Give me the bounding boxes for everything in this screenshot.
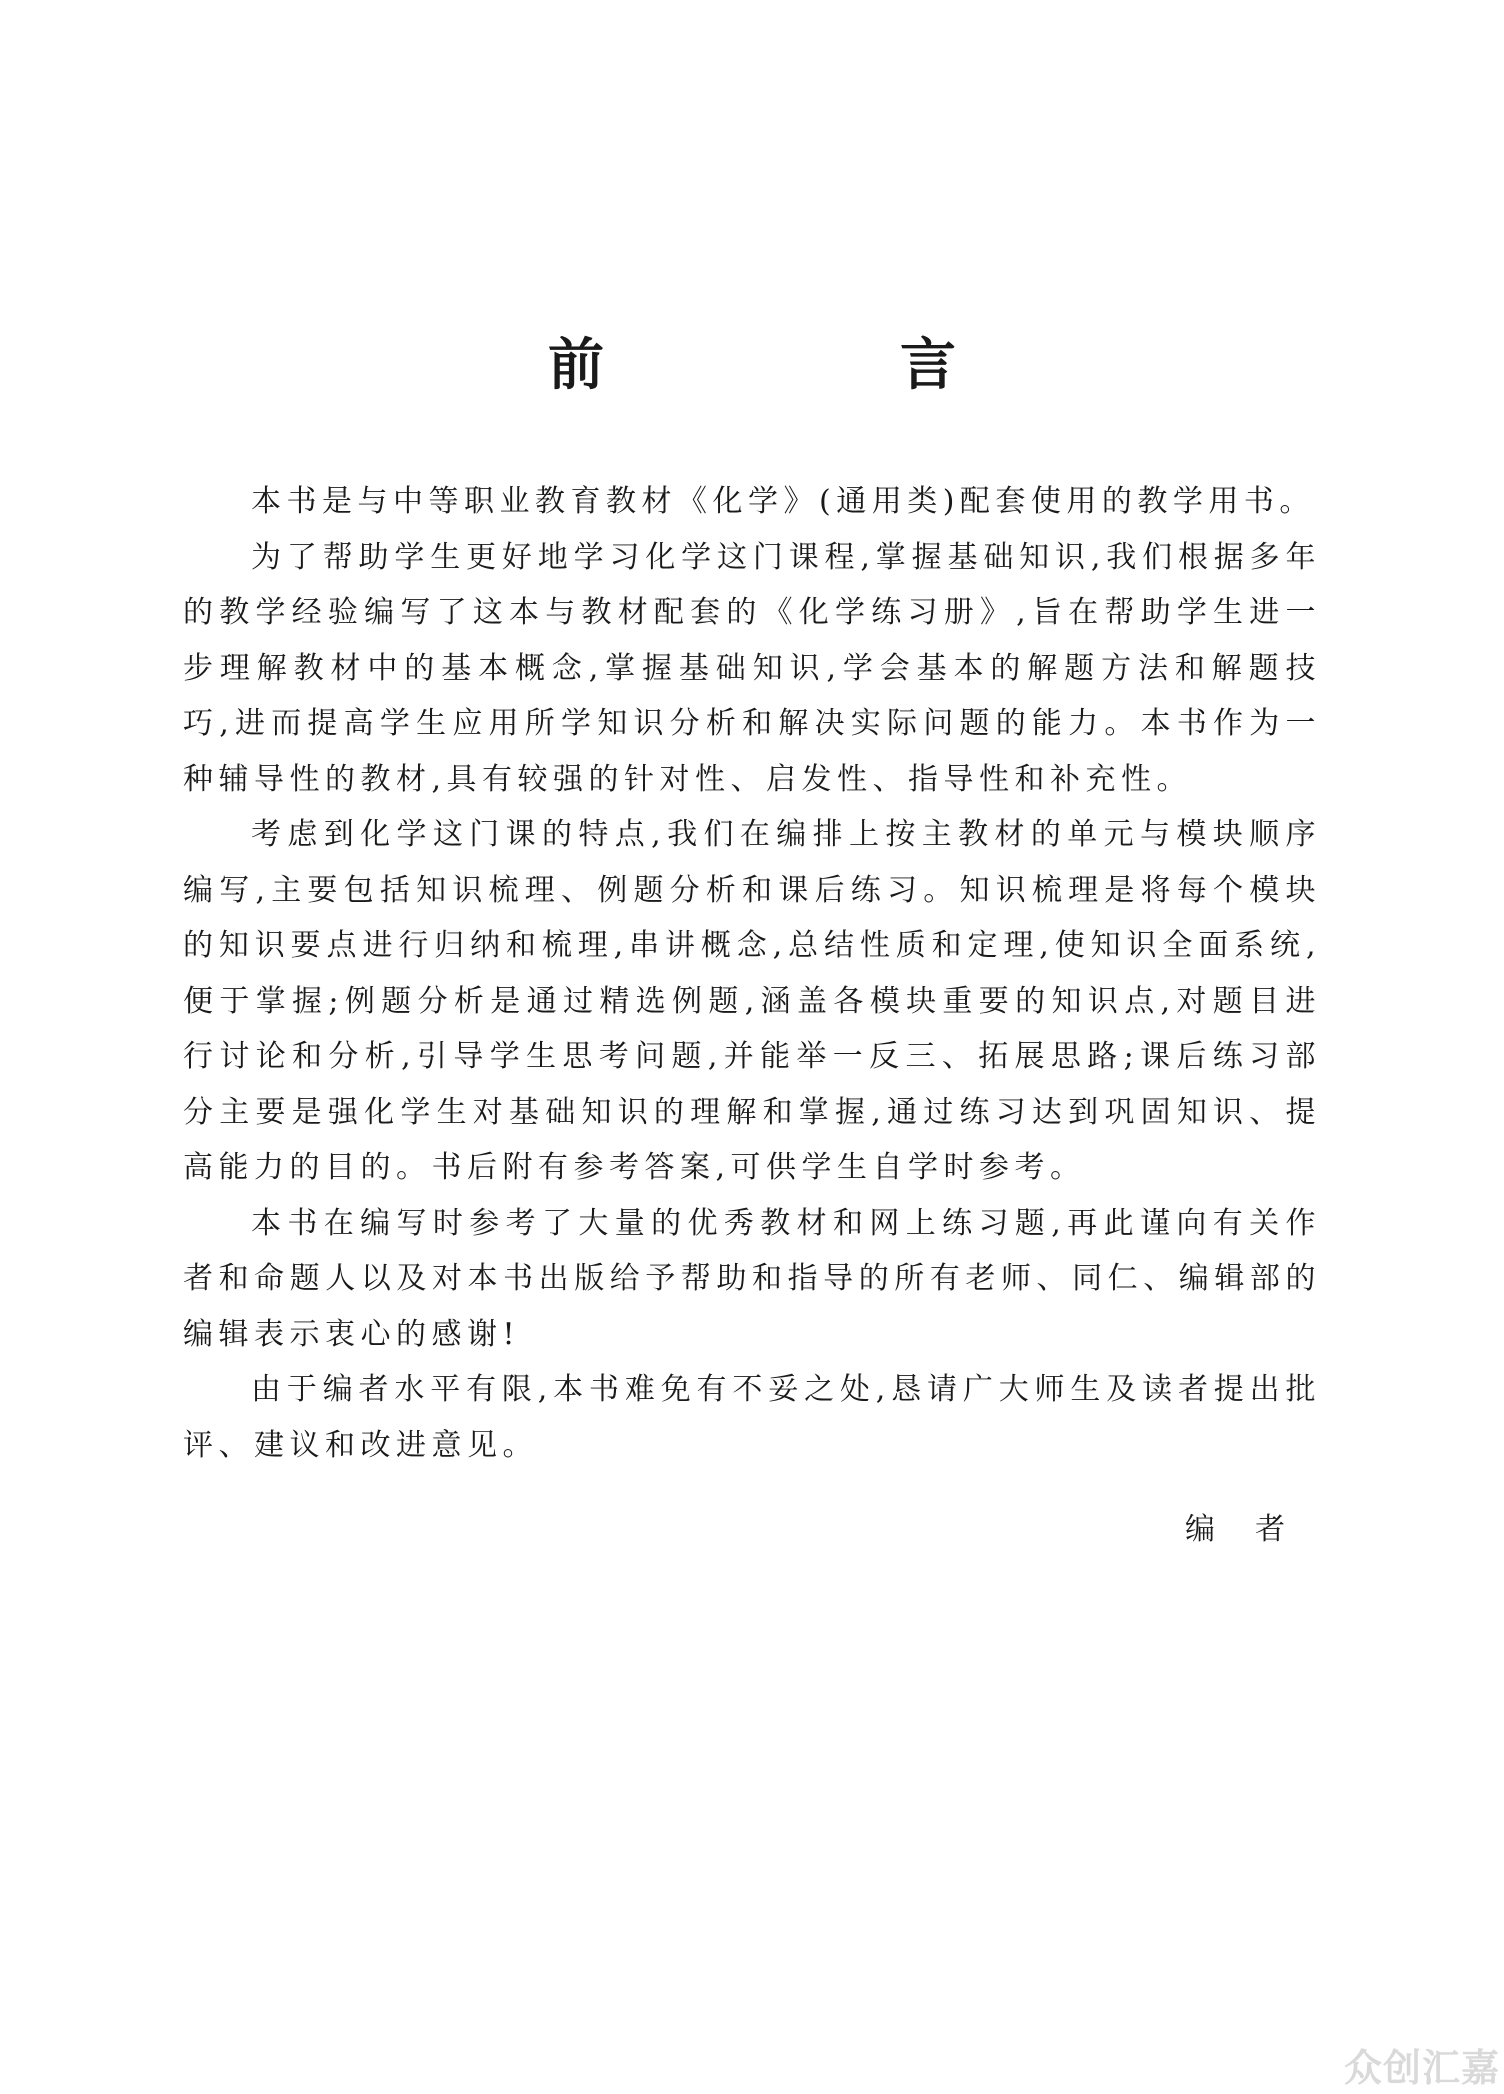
paragraph-4: 本书在编写时参考了大量的优秀教材和网上练习题,再此谨向有关作者和命题人以及对本书出版给予帮助和指导的所有老师、同仁、编辑部的编辑表示衷心的感谢! (183, 1205, 1321, 1352)
paragraph-1: 本书是与中等职业教育教材《化学》(通用类)配套使用的教学用书。 (251, 484, 1315, 519)
paragraph-3: 考虑到化学这门课的特点,我们在编排上按主教材的单元与模块顺序编写,主要包括知识梳理、例题分析和课后练习。知识梳理是将每个模块的知识要点进行归纳和梳理,串讲概念,总结性质和定理,使知识全面系统,便于掌握;例题分析是通过精选例题,涵盖各模块重要的知识点,对题目进行讨论和分析,引导学生思考问题,并能举一反三、拓展思路;课后练习部分主要是强化学生对基础知识的理解和掌握,通过练习达到巩固知识、提高能力的目的。书后附有参考答案,可供学生自学时参考。 (183, 817, 1321, 1185)
preface-body (183, 474, 1321, 1473)
paragraph-2: 为了帮助学生更好地学习化学这门课程,掌握基础知识,我们根据多年的教学经验编写了这本与教材配套的《化学练习册》,旨在帮助学生进一步理解教材中的基本概念,掌握基础知识,学会基本的解题方法和解题技巧,进而提高学生应用所学知识分析和解决实际问题的能力。本书作为一种辅导性的教材,具有较强的针对性、启发性、指导性和补充性。 (183, 539, 1321, 797)
page-title: 前 言 (548, 332, 1076, 398)
watermark-logo: 众创汇嘉 (1343, 2046, 1500, 2090)
paragraph-5: 由于编者水平有限,本书难免有不妥之处,恳请广大师生及读者提出批评、建议和改进意见。 (183, 1372, 1321, 1463)
author-signature: 编者 (1185, 1512, 1325, 1547)
